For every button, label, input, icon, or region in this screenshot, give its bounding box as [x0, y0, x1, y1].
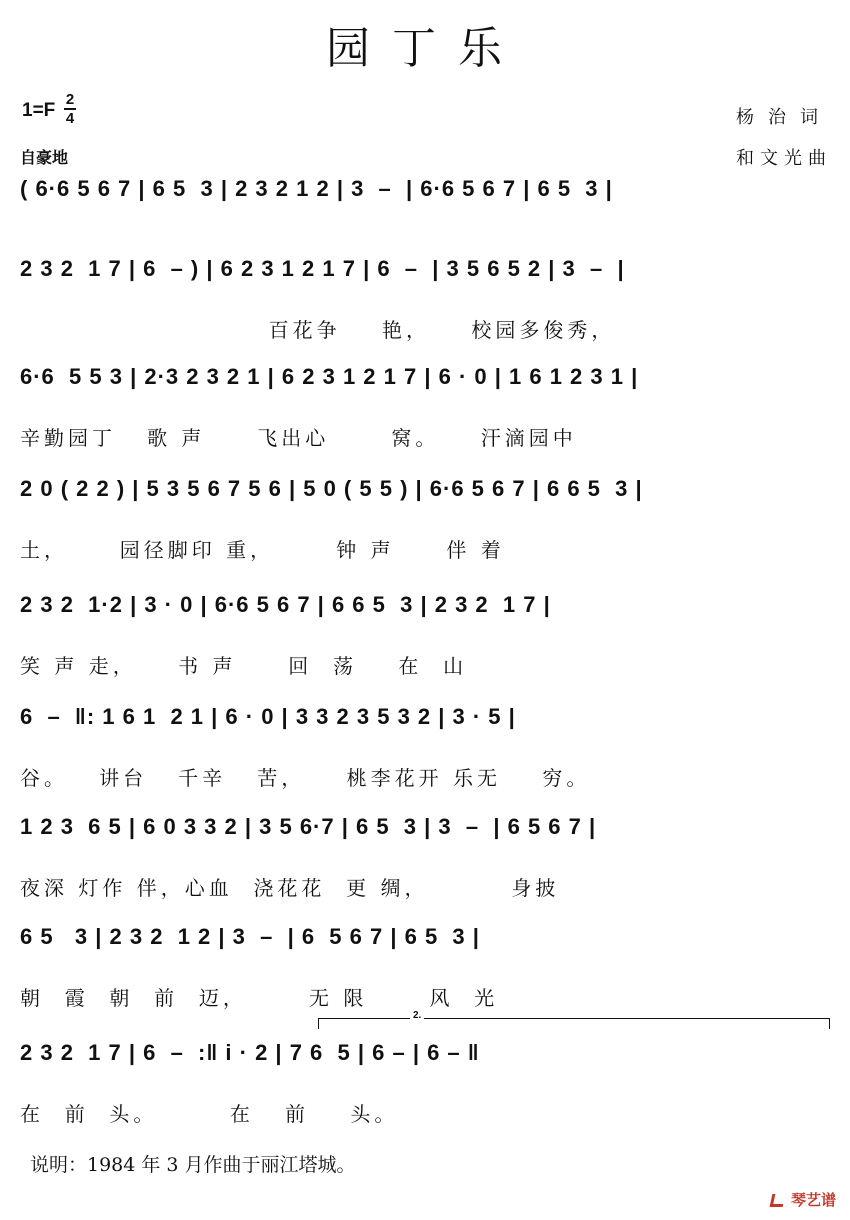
time-signature-bottom: 4: [65, 110, 75, 127]
notation-line: 6 – ‖: 1 6 1 2 1 | 6 · 0 | 3 3 2 3 5 3 2 | 3 · 5 |: [20, 704, 516, 729]
lyrics-line: 夜深 灯作 伴，心血 浇花花 更 绸， 身披: [20, 876, 560, 900]
notation-line: ( 6·6 5 6 7 | 6 5 3 | 2 3 2 1 2 | 3 – | 6·6 5 6 7 | 6 5 3 |: [20, 176, 613, 201]
tempo-marking: 自豪地: [20, 148, 69, 167]
composer-credit: 和文光曲: [736, 148, 832, 169]
watermark-text: 琴艺谱: [790, 1191, 836, 1209]
volta-bracket: [318, 1018, 830, 1029]
music-logo-icon: [769, 1192, 787, 1208]
notation-line: 1 2 3 6 5 | 6 0 3 3 2 | 3 5 6·7 | 6 5 3 | 3 – | 6 5 6 7 |: [20, 814, 597, 839]
site-watermark: [769, 1189, 836, 1210]
key-signature: 1=F: [22, 100, 56, 121]
lyrics-line: 谷。 讲台 千辛 苦， 桃李花开 乐无 穷。: [20, 766, 591, 790]
lyrics-line: 笑 声 走， 书 声 回 荡 在 山: [20, 654, 468, 678]
lyricist-credit: 杨治词: [736, 107, 832, 128]
notation-line: 2 3 2 1 7 | 6 – ) | 6 2 3 1 2 1 7 | 6 – | 3 5 6 5 2 | 3 – |: [20, 256, 625, 281]
composition-note: 说明：1984 年 3 月作曲于丽江塔城。: [30, 1154, 356, 1176]
notation-line: 6·6 5 5 3 | 2·3 2 3 2 1 | 6 2 3 1 2 1 7 | 6 · 0 | 1 6 1 2 3 1 |: [20, 364, 639, 389]
volta-label: 2.: [410, 1010, 424, 1021]
notation-line: 2 0 ( 2 2 ) | 5 3 5 6 7 5 6 | 5 0 ( 5 5 ) | 6·6 5 6 7 | 6 6 5 3 |: [20, 476, 643, 501]
lyrics-line: 土， 园径脚印 重， 钟 声 伴 着: [20, 538, 505, 562]
time-signature: [64, 92, 76, 126]
time-signature-top: 2: [65, 91, 75, 108]
lyrics-line: 在 前 头。 在 前 头。: [20, 1102, 399, 1126]
notation-line: 2 3 2 1 7 | 6 – :‖ i · 2 | 7 6 5 | 6 – | 6 – ‖: [20, 1040, 480, 1065]
song-title: 园丁乐: [326, 23, 524, 74]
notation-line: 2 3 2 1·2 | 3 · 0 | 6·6 5 6 7 | 6 6 5 3 | 2 3 2 1 7 |: [20, 592, 551, 617]
lyrics-line: 朝 霞 朝 前 迈， 无 限 风 光: [20, 986, 499, 1010]
lyrics-line: 辛勤园丁 歌 声 飞出心 窝。 汗滴园中: [20, 426, 577, 450]
notation-line: 6 5 3 | 2 3 2 1 2 | 3 – | 6 5 6 7 | 6 5 3 |: [20, 924, 480, 949]
lyrics-line: 百花争 艳， 校园多俊秀，: [20, 318, 616, 342]
